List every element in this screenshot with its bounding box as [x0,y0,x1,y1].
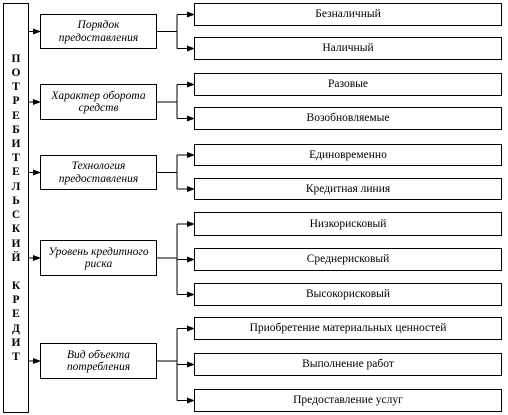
option-box [194,212,502,236]
option-box [194,73,502,96]
root-letter: И [11,138,21,151]
option-box [194,107,502,130]
category-box [40,155,157,190]
root-letter: О [11,67,21,80]
root-letter: Е [12,308,20,321]
category-box [40,14,157,49]
category-box [40,240,157,276]
root-letter: Й [11,251,21,264]
category-label: Уровень кредитного риска [48,245,149,270]
option-label: Безналичный [315,8,381,20]
root-letter: Е [12,109,20,122]
category-label: Характер оборота средств [51,89,146,114]
option-label: Кредитная линия [305,182,391,195]
root-letter: Д [12,322,20,335]
root-letter: И [11,237,21,250]
option-box [194,283,502,306]
option-box [194,353,502,376]
root-vertical-text [12,52,21,364]
option-label: Единовременно [309,148,387,161]
option-label: Предоставление услуг [293,394,403,406]
root-letter: Б [12,123,20,136]
root-letter: К [11,279,21,292]
option-label: Приобретение материальных ценностей [249,322,447,334]
category-label: Вид объекта потребления [66,348,131,373]
root-letter: К [11,223,21,236]
category-box [40,343,157,379]
option-label: Высокорисковый [305,288,391,300]
root-letter: Т [12,350,20,363]
root-letter: С [11,209,21,222]
root-letter: П [11,52,21,65]
root-letter: И [11,336,21,349]
root-letter: Л [11,180,21,193]
option-box [194,317,502,340]
root-letter: Ь [12,194,20,207]
option-label: Разовые [328,78,368,90]
category-box [40,84,157,120]
option-box [194,3,502,26]
option-label: Наличный [322,42,374,54]
root-box [3,3,29,413]
root-letter: Р [12,95,20,108]
category-label: Порядок предоставления [58,19,139,44]
option-box [194,178,502,200]
option-label: Среднерисковый [306,253,390,265]
root-letter: Т [12,152,20,165]
root-letter: Е [12,166,20,179]
option-label: Выполнение работ [302,358,394,370]
option-label: Низкорисковый [309,217,387,230]
option-label: Возобновляемые [306,112,390,124]
root-letter: Т [12,81,20,94]
category-label: Технология предоставления [58,160,139,185]
root-letter: Р [12,294,20,307]
option-box [194,248,502,271]
option-box [194,144,502,166]
option-box [194,37,502,60]
option-box [194,389,502,412]
